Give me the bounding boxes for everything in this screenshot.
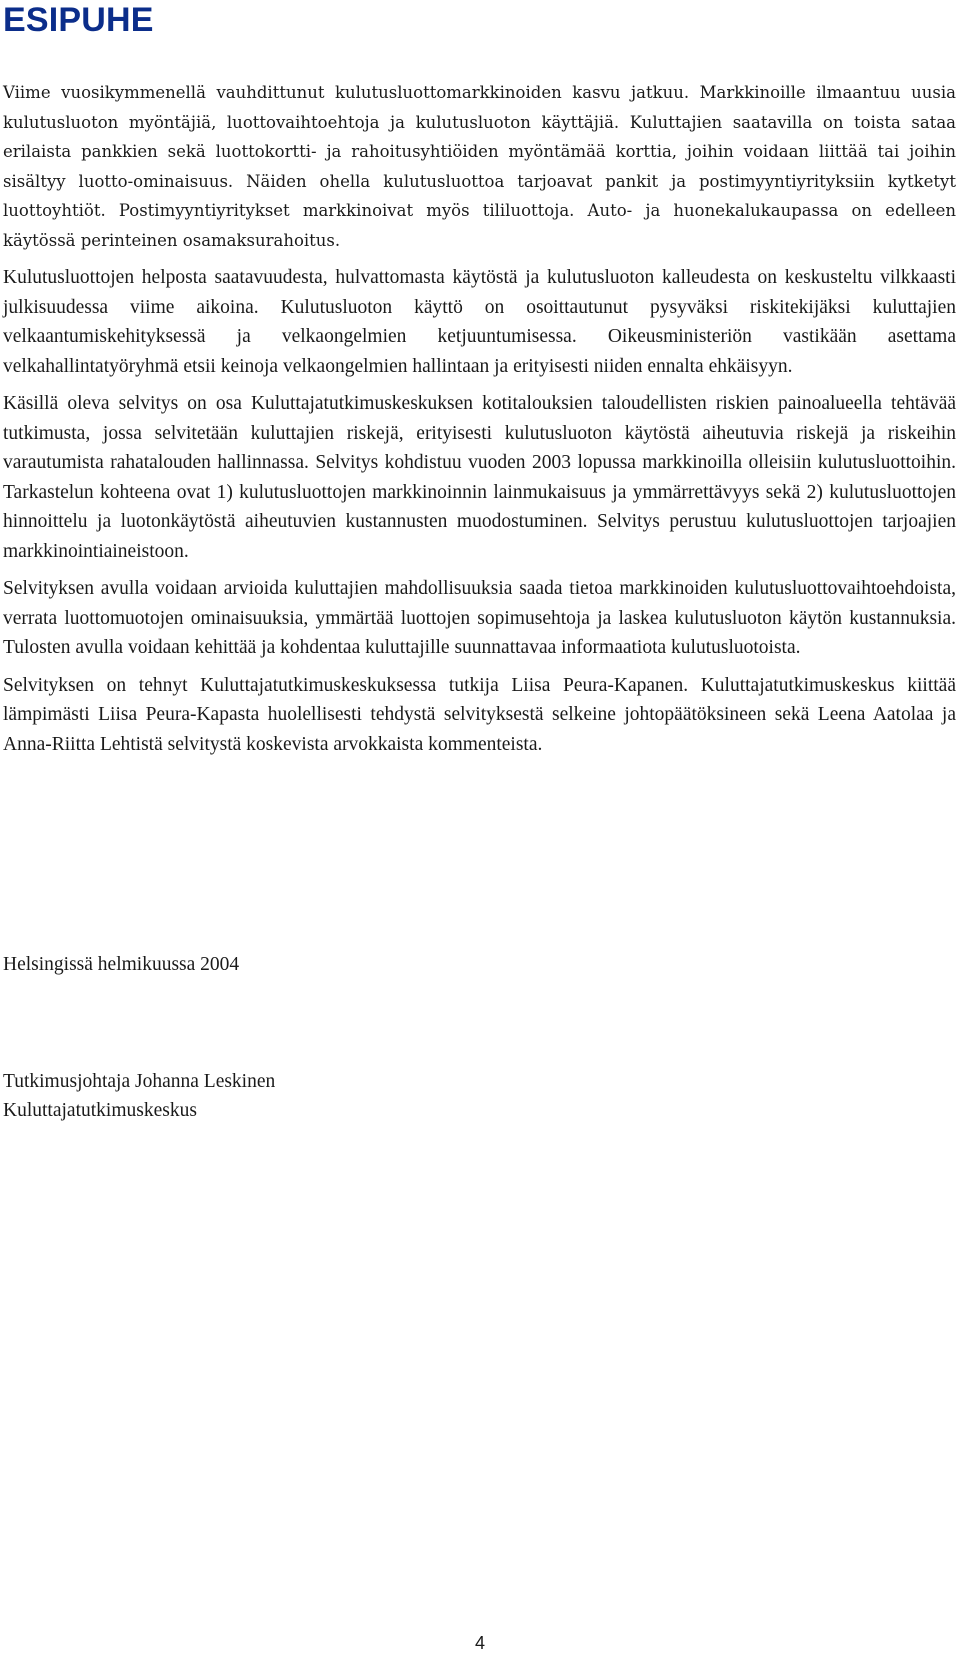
signer-name: Tutkimusjohtaja Johanna Leskinen: [3, 1071, 276, 1092]
paragraph-study-scope: Käsillä oleva selvitys on osa Kuluttajatutkimuskeskuksen kotitalouksien taloudellisten riskien painoalueella tehtävää tutkimusta, jossa selvitetään kuluttajien riskejä, erityisesti kulutusluoton käytöstä aiheutuvia riskejä ja riskeihin varautumista rahatalouden hallinnassa. Selvitys kohdistuu vuoden 2003 lopussa markkinoilla olleisiin kulutusluottoihin. Tarkastelun kohteena ovat 1) kulutusluottojen markkinoinnin lainmukaisuus ja ymmärrettävyys sekä 2) kulutusluottojen hinnoittelu ja luotonkäytöstä aiheutuvien kustannusten muodostuminen. Selvitys perustuu kulutusluottojen tarjoajien markkinointiaineistoon.: [3, 393, 956, 562]
paragraph-acknowledgements: Selvityksen on tehnyt Kuluttajatutkimuskeskuksessa tutkija Liisa Peura-Kapanen. Kuluttajatutkimuskeskus kiittää lämpimästi Liisa Peura-Kapasta huolellisesti tehdystä selvityksestä selkeine johtopäätöksineen sekä Leena Aatolaa ja Anna-Riitta Lehtistä selvitystä koskevista arvokkaista kommenteista.: [3, 674, 956, 755]
place-date: Helsingissä helmikuussa 2004: [3, 954, 240, 975]
page-title: ESIPUHE: [3, 1, 154, 39]
signature-block: [3, 1067, 275, 1125]
body-text: [3, 78, 956, 767]
page-number: 4: [474, 1633, 485, 1653]
paragraph-usefulness: Selvityksen avulla voidaan arvioida kuluttajien mahdollisuuksia saada tietoa markkinoiden kulutusluottovaihtoehdoista, verrata luottomuotojen ominaisuuksia, ymmärtää luottojen sopimusehtoja ja laskea kulutusluoton käytön kustannuksia. Tulosten avulla voidaan kehittää ja kohdentaa kuluttajille suunnattavaa informaatiota kulutusluotoista.: [3, 578, 956, 658]
paragraph-intro: Viime vuosikymmenellä vauhdittunut kulutusluottomarkkinoiden kasvu jatkuu. Markkinoille ilmaantuu uusia kulutusluoton myöntäjiä, luottovaihtoehtoja ja kulutusluoton käyttäjiä. Kuluttajien saatavilla on toista sataa erilaista pankkien sekä luottokortti- ja rahoitusyhtiöiden myöntämää korttia, joihin voidaan liittää tai joihin sisältyy luotto-ominaisuus. Näiden ohella kulutusluottoa tarjoavat pankit ja postimyyntiyrityksiin kytketyt luottoyhtiöt. Postimyyntiyritykset markkinoivat myös tililuottoja. Auto- ja huonekalukaupassa on edelleen käytössä perinteinen osamaksurahoitus.: [3, 83, 956, 250]
signer-organization: Kuluttajatutkimuskeskus: [3, 1100, 197, 1121]
paragraph-discussion: Kulutusluottojen helposta saatavuudesta, hulvattomasta käytöstä ja kulutusluoton kalleudesta on keskusteltu vilkkaasti julkisuudessa viime aikoina. Kulutusluoton käyttö on osoittautunut pysyväksi riskitekijäksi kuluttajien velkaantumiskehityksessä ja velkaongelmien ketjuuntumisessa. Oikeusministeriön vastikään asettama velkahallintatyöryhmä etsii keinoja velkaongelmien hallintaan ja erityisesti niiden ennalta ehkäisyyn.: [3, 267, 956, 377]
